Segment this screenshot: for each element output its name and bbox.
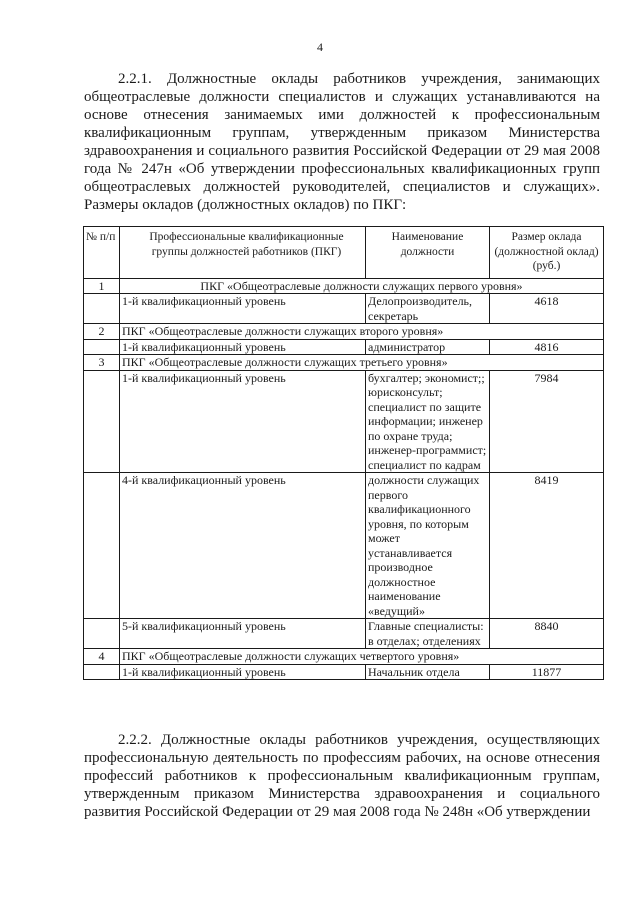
qualification-level: 1-й квалификационный уровень: [120, 370, 366, 473]
salary-value: 8840: [490, 619, 604, 649]
level-row: [84, 370, 604, 473]
salary-value: 7984: [490, 370, 604, 473]
group-title: ПКГ «Общеотраслевые должности служащих первого уровня»: [120, 278, 604, 294]
empty-cell: [84, 294, 120, 324]
group-row: [84, 278, 604, 294]
position-name: Делопроизводитель, секретарь: [366, 294, 490, 324]
level-row: [84, 339, 604, 355]
position-name: бухгалтер; экономист;; юрисконсульт; специалист по защите информации; инженер по охране труда; инженер-программист; специалист по кадрам: [366, 370, 490, 473]
qualification-level: 1-й квалификационный уровень: [120, 339, 366, 355]
qualification-level: 1-й квалификационный уровень: [120, 294, 366, 324]
empty-cell: [84, 473, 120, 619]
paragraph-2-2-2: 2.2.2. Должностные оклады работников учреждения, осуществляющих профессиональную деятельность по профессиям рабочих, на основе отнесения профессий работников к профессиональным квалификационным группам, утвержденным приказом Министерства здравоохранения и социального развития Российской Федерации от 29 мая 2008 года № 248н «Об утверждении: [84, 732, 600, 820]
group-title: ПКГ «Общеотраслевые должности служащих второго уровня»: [120, 324, 604, 340]
level-row: [84, 473, 604, 619]
empty-cell: [84, 619, 120, 649]
group-number: 3: [84, 355, 120, 371]
salary-value: 8419: [490, 473, 604, 619]
paragraph-2-2-1: 2.2.1. Должностные оклады работников учреждения, занимающих общеотраслевые должности специалистов и служащих устанавливаются на основе отнесения занимаемых ими должностей к профессиональным квалификационным группам, утвержденным приказом Министерства здравоохранения и социального развития Российской Федерации от 29 мая 2008 года № 247н «Об утверждении профессиональных квалификационных групп общеотраслевых должностей руководителей, специалистов и служащих». Размеры окладов (должностных окладов) по ПКГ:: [84, 71, 600, 213]
level-row: [84, 294, 604, 324]
empty-cell: [84, 664, 120, 680]
qualification-level: 5-й квалификационный уровень: [120, 619, 366, 649]
level-row: [84, 664, 604, 680]
group-number: 2: [84, 324, 120, 340]
position-name: администратор: [366, 339, 490, 355]
salary-value: 4618: [490, 294, 604, 324]
salary-table: [83, 226, 604, 680]
empty-cell: [84, 370, 120, 473]
group-title: ПКГ «Общеотраслевые должности служащих четвертого уровня»: [120, 649, 604, 665]
qualification-level: 1-й квалификационный уровень: [120, 664, 366, 680]
group-title: ПКГ «Общеотраслевые должности служащих третьего уровня»: [120, 355, 604, 371]
header-position: Наименование должности: [366, 227, 490, 279]
level-row: [84, 619, 604, 649]
group-number: 4: [84, 649, 120, 665]
position-name: Главные специалисты: в отделах; отделениях: [366, 619, 490, 649]
group-number: 1: [84, 278, 120, 294]
group-row: [84, 355, 604, 371]
salary-value: 11877: [490, 664, 604, 680]
qualification-level: 4-й квалификационный уровень: [120, 473, 366, 619]
header-num: № п/п: [84, 227, 120, 279]
header-salary: Размер оклада (должностной оклад) (руб.): [490, 227, 604, 279]
page-number: 4: [317, 40, 323, 54]
salary-value: 4816: [490, 339, 604, 355]
empty-cell: [84, 339, 120, 355]
position-name: Начальник отдела: [366, 664, 490, 680]
position-name: должности служащих первого квалификационного уровня, по которым может устанавливается производное должностное наименование «ведущий»: [366, 473, 490, 619]
header-pkg: Профессиональные квалификационные группы должностей работников (ПКГ): [120, 227, 366, 279]
table-header-row: [84, 227, 604, 279]
group-row: [84, 649, 604, 665]
group-row: [84, 324, 604, 340]
